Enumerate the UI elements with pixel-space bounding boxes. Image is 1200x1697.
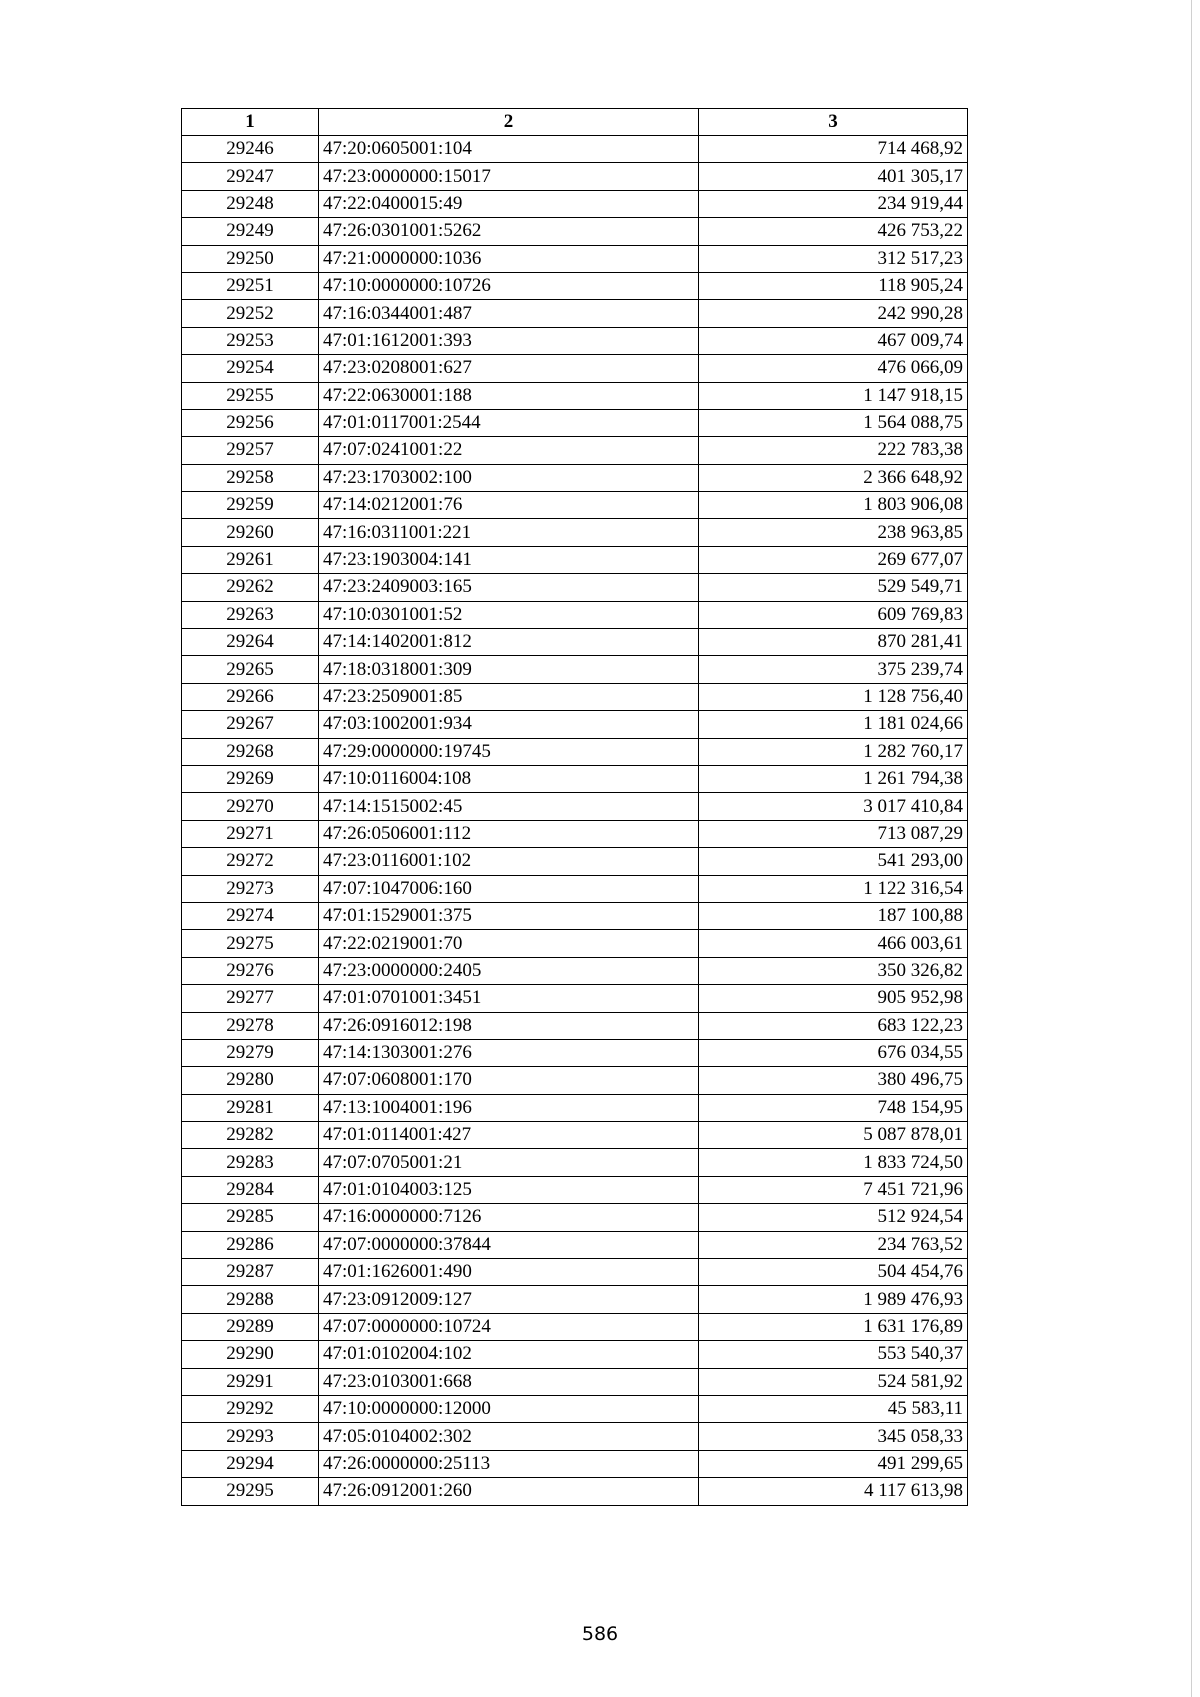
table-row (182, 656, 968, 683)
row-number-cell: 29260 (182, 519, 319, 546)
cadastral-number-cell: 47:21:0000000:1036 (319, 245, 699, 272)
cadastral-number-cell: 47:16:0000000:7126 (319, 1204, 699, 1231)
value-cell: 5 087 878,01 (699, 1122, 968, 1149)
table-row (182, 409, 968, 436)
row-number-cell: 29279 (182, 1039, 319, 1066)
table-row (182, 574, 968, 601)
table-row (182, 930, 968, 957)
value-cell: 1 631 176,89 (699, 1313, 968, 1340)
value-cell: 524 581,92 (699, 1368, 968, 1395)
row-number-cell: 29294 (182, 1450, 319, 1477)
value-cell: 118 905,24 (699, 272, 968, 299)
cadastral-number-cell: 47:01:0104003:125 (319, 1176, 699, 1203)
row-number-cell: 29263 (182, 601, 319, 628)
row-number-cell: 29253 (182, 327, 319, 354)
table-row (182, 190, 968, 217)
value-cell: 466 003,61 (699, 930, 968, 957)
table-row (182, 272, 968, 299)
value-cell: 870 281,41 (699, 629, 968, 656)
row-number-cell: 29259 (182, 492, 319, 519)
value-cell: 269 677,07 (699, 546, 968, 573)
cadastral-number-cell: 47:18:0318001:309 (319, 656, 699, 683)
row-number-cell: 29288 (182, 1286, 319, 1313)
row-number-cell: 29293 (182, 1423, 319, 1450)
row-number-cell: 29272 (182, 848, 319, 875)
row-number-cell: 29287 (182, 1259, 319, 1286)
row-number-cell: 29295 (182, 1478, 319, 1505)
cadastral-number-cell: 47:23:0000000:2405 (319, 957, 699, 984)
row-number-cell: 29265 (182, 656, 319, 683)
table-row (182, 1122, 968, 1149)
table-row (182, 218, 968, 245)
value-cell: 1 181 024,66 (699, 711, 968, 738)
table-row (182, 1231, 968, 1258)
value-cell: 905 952,98 (699, 985, 968, 1012)
cadastral-number-cell: 47:01:0114001:427 (319, 1122, 699, 1149)
cadastral-number-cell: 47:23:1903004:141 (319, 546, 699, 573)
table-row (182, 519, 968, 546)
table-row (182, 793, 968, 820)
row-number-cell: 29247 (182, 163, 319, 190)
cadastral-number-cell: 47:07:0000000:10724 (319, 1313, 699, 1340)
row-number-cell: 29286 (182, 1231, 319, 1258)
table-body (182, 136, 968, 1506)
value-cell: 748 154,95 (699, 1094, 968, 1121)
cadastral-number-cell: 47:23:2509001:85 (319, 683, 699, 710)
table-row (182, 1094, 968, 1121)
value-cell: 242 990,28 (699, 300, 968, 327)
value-cell: 609 769,83 (699, 601, 968, 628)
table-row (182, 957, 968, 984)
cadastral-number-cell: 47:26:0506001:112 (319, 820, 699, 847)
value-cell: 45 583,11 (699, 1395, 968, 1422)
row-number-cell: 29291 (182, 1368, 319, 1395)
row-number-cell: 29266 (182, 683, 319, 710)
value-cell: 504 454,76 (699, 1259, 968, 1286)
value-cell: 401 305,17 (699, 163, 968, 190)
row-number-cell: 29249 (182, 218, 319, 245)
value-cell: 350 326,82 (699, 957, 968, 984)
cadastral-number-cell: 47:14:1402001:812 (319, 629, 699, 656)
table-row (182, 1368, 968, 1395)
row-number-cell: 29289 (182, 1313, 319, 1340)
value-cell: 238 963,85 (699, 519, 968, 546)
value-cell: 529 549,71 (699, 574, 968, 601)
cadastral-number-cell: 47:01:1612001:393 (319, 327, 699, 354)
table-row (182, 1423, 968, 1450)
value-cell: 234 763,52 (699, 1231, 968, 1258)
table-header-row (182, 109, 968, 136)
cadastral-number-cell: 47:07:1047006:160 (319, 875, 699, 902)
value-cell: 714 468,92 (699, 136, 968, 163)
value-cell: 1 122 316,54 (699, 875, 968, 902)
value-cell: 222 783,38 (699, 437, 968, 464)
value-cell: 1 128 756,40 (699, 683, 968, 710)
page-number: 586 (581, 1623, 619, 1645)
cadastral-number-cell: 47:23:0000000:15017 (319, 163, 699, 190)
cadastral-number-cell: 47:13:1004001:196 (319, 1094, 699, 1121)
value-cell: 234 919,44 (699, 190, 968, 217)
cadastral-number-cell: 47:20:0605001:104 (319, 136, 699, 163)
row-number-cell: 29267 (182, 711, 319, 738)
cadastral-number-cell: 47:10:0000000:10726 (319, 272, 699, 299)
cadastral-number-cell: 47:14:0212001:76 (319, 492, 699, 519)
table-row (182, 492, 968, 519)
cadastral-number-cell: 47:07:0705001:21 (319, 1149, 699, 1176)
cadastral-number-cell: 47:26:0916012:198 (319, 1012, 699, 1039)
cadastral-number-cell: 47:23:0103001:668 (319, 1368, 699, 1395)
table-row (182, 1176, 968, 1203)
cadastral-number-cell: 47:01:1529001:375 (319, 902, 699, 929)
cadastral-number-cell: 47:23:2409003:165 (319, 574, 699, 601)
cadastral-number-cell: 47:23:0116001:102 (319, 848, 699, 875)
table-row (182, 1067, 968, 1094)
table-row (182, 1149, 968, 1176)
table-row (182, 327, 968, 354)
row-number-cell: 29275 (182, 930, 319, 957)
value-cell: 476 066,09 (699, 355, 968, 382)
table-row (182, 985, 968, 1012)
table-row (182, 1012, 968, 1039)
row-number-cell: 29269 (182, 765, 319, 792)
row-number-cell: 29255 (182, 382, 319, 409)
table-row (182, 245, 968, 272)
cadastral-number-cell: 47:29:0000000:19745 (319, 738, 699, 765)
cadastral-value-table (181, 108, 968, 1506)
value-cell: 541 293,00 (699, 848, 968, 875)
table-row (182, 902, 968, 929)
table-row (182, 382, 968, 409)
value-cell: 345 058,33 (699, 1423, 968, 1450)
table-row (182, 1341, 968, 1368)
table-row (182, 601, 968, 628)
table-row (182, 136, 968, 163)
value-cell: 3 017 410,84 (699, 793, 968, 820)
value-cell: 491 299,65 (699, 1450, 968, 1477)
value-cell: 1 803 906,08 (699, 492, 968, 519)
row-number-cell: 29258 (182, 464, 319, 491)
value-cell: 467 009,74 (699, 327, 968, 354)
value-cell: 380 496,75 (699, 1067, 968, 1094)
row-number-cell: 29257 (182, 437, 319, 464)
column-header-2: 2 (319, 109, 699, 136)
table-row (182, 820, 968, 847)
table-row (182, 464, 968, 491)
cadastral-number-cell: 47:10:0116004:108 (319, 765, 699, 792)
table-row (182, 765, 968, 792)
cadastral-number-cell: 47:14:1515002:45 (319, 793, 699, 820)
row-number-cell: 29248 (182, 190, 319, 217)
value-cell: 553 540,37 (699, 1341, 968, 1368)
row-number-cell: 29274 (182, 902, 319, 929)
cadastral-number-cell: 47:07:0000000:37844 (319, 1231, 699, 1258)
row-number-cell: 29283 (182, 1149, 319, 1176)
table-row (182, 546, 968, 573)
value-cell: 375 239,74 (699, 656, 968, 683)
row-number-cell: 29290 (182, 1341, 319, 1368)
row-number-cell: 29292 (182, 1395, 319, 1422)
cadastral-number-cell: 47:23:0912009:127 (319, 1286, 699, 1313)
table-row (182, 437, 968, 464)
table-row (182, 1286, 968, 1313)
cadastral-number-cell: 47:26:0301001:5262 (319, 218, 699, 245)
row-number-cell: 29281 (182, 1094, 319, 1121)
row-number-cell: 29284 (182, 1176, 319, 1203)
value-cell: 1 261 794,38 (699, 765, 968, 792)
cadastral-number-cell: 47:16:0344001:487 (319, 300, 699, 327)
table-row (182, 1204, 968, 1231)
row-number-cell: 29252 (182, 300, 319, 327)
row-number-cell: 29285 (182, 1204, 319, 1231)
cadastral-number-cell: 47:26:0000000:25113 (319, 1450, 699, 1477)
cadastral-number-cell: 47:23:1703002:100 (319, 464, 699, 491)
cadastral-number-cell: 47:03:1002001:934 (319, 711, 699, 738)
value-cell: 426 753,22 (699, 218, 968, 245)
value-cell: 713 087,29 (699, 820, 968, 847)
cadastral-number-cell: 47:10:0301001:52 (319, 601, 699, 628)
table-row (182, 300, 968, 327)
value-cell: 1 282 760,17 (699, 738, 968, 765)
cadastral-number-cell: 47:05:0104002:302 (319, 1423, 699, 1450)
table-row (182, 1313, 968, 1340)
row-number-cell: 29264 (182, 629, 319, 656)
cadastral-number-cell: 47:22:0400015:49 (319, 190, 699, 217)
row-number-cell: 29282 (182, 1122, 319, 1149)
row-number-cell: 29277 (182, 985, 319, 1012)
table-row (182, 711, 968, 738)
row-number-cell: 29268 (182, 738, 319, 765)
table-row (182, 875, 968, 902)
cadastral-number-cell: 47:01:0102004:102 (319, 1341, 699, 1368)
table-row (182, 1450, 968, 1477)
cadastral-number-cell: 47:07:0608001:170 (319, 1067, 699, 1094)
cadastral-number-cell: 47:26:0912001:260 (319, 1478, 699, 1505)
row-number-cell: 29273 (182, 875, 319, 902)
cadastral-number-cell: 47:16:0311001:221 (319, 519, 699, 546)
column-header-3: 3 (699, 109, 968, 136)
row-number-cell: 29256 (182, 409, 319, 436)
cadastral-number-cell: 47:01:1626001:490 (319, 1259, 699, 1286)
cadastral-number-cell: 47:10:0000000:12000 (319, 1395, 699, 1422)
cadastral-number-cell: 47:23:0208001:627 (319, 355, 699, 382)
row-number-cell: 29262 (182, 574, 319, 601)
table-row (182, 683, 968, 710)
row-number-cell: 29280 (182, 1067, 319, 1094)
value-cell: 2 366 648,92 (699, 464, 968, 491)
row-number-cell: 29261 (182, 546, 319, 573)
row-number-cell: 29278 (182, 1012, 319, 1039)
value-cell: 1 147 918,15 (699, 382, 968, 409)
row-number-cell: 29271 (182, 820, 319, 847)
row-number-cell: 29276 (182, 957, 319, 984)
value-cell: 7 451 721,96 (699, 1176, 968, 1203)
value-cell: 187 100,88 (699, 902, 968, 929)
value-cell: 1 564 088,75 (699, 409, 968, 436)
cadastral-number-cell: 47:07:0241001:22 (319, 437, 699, 464)
cadastral-number-cell: 47:01:0701001:3451 (319, 985, 699, 1012)
column-header-1: 1 (182, 109, 319, 136)
page-edge-line (1191, 0, 1192, 1697)
table-row (182, 355, 968, 382)
table-row (182, 848, 968, 875)
table-row (182, 163, 968, 190)
value-cell: 1 833 724,50 (699, 1149, 968, 1176)
row-number-cell: 29254 (182, 355, 319, 382)
row-number-cell: 29250 (182, 245, 319, 272)
row-number-cell: 29251 (182, 272, 319, 299)
row-number-cell: 29270 (182, 793, 319, 820)
table-row (182, 629, 968, 656)
table-row (182, 1039, 968, 1066)
cadastral-number-cell: 47:14:1303001:276 (319, 1039, 699, 1066)
value-cell: 676 034,55 (699, 1039, 968, 1066)
table-row (182, 738, 968, 765)
row-number-cell: 29246 (182, 136, 319, 163)
value-cell: 1 989 476,93 (699, 1286, 968, 1313)
value-cell: 312 517,23 (699, 245, 968, 272)
value-cell: 683 122,23 (699, 1012, 968, 1039)
cadastral-number-cell: 47:22:0219001:70 (319, 930, 699, 957)
cadastral-number-cell: 47:22:0630001:188 (319, 382, 699, 409)
table-row (182, 1395, 968, 1422)
value-cell: 512 924,54 (699, 1204, 968, 1231)
value-cell: 4 117 613,98 (699, 1478, 968, 1505)
cadastral-number-cell: 47:01:0117001:2544 (319, 409, 699, 436)
table-row (182, 1478, 968, 1505)
table-row (182, 1259, 968, 1286)
